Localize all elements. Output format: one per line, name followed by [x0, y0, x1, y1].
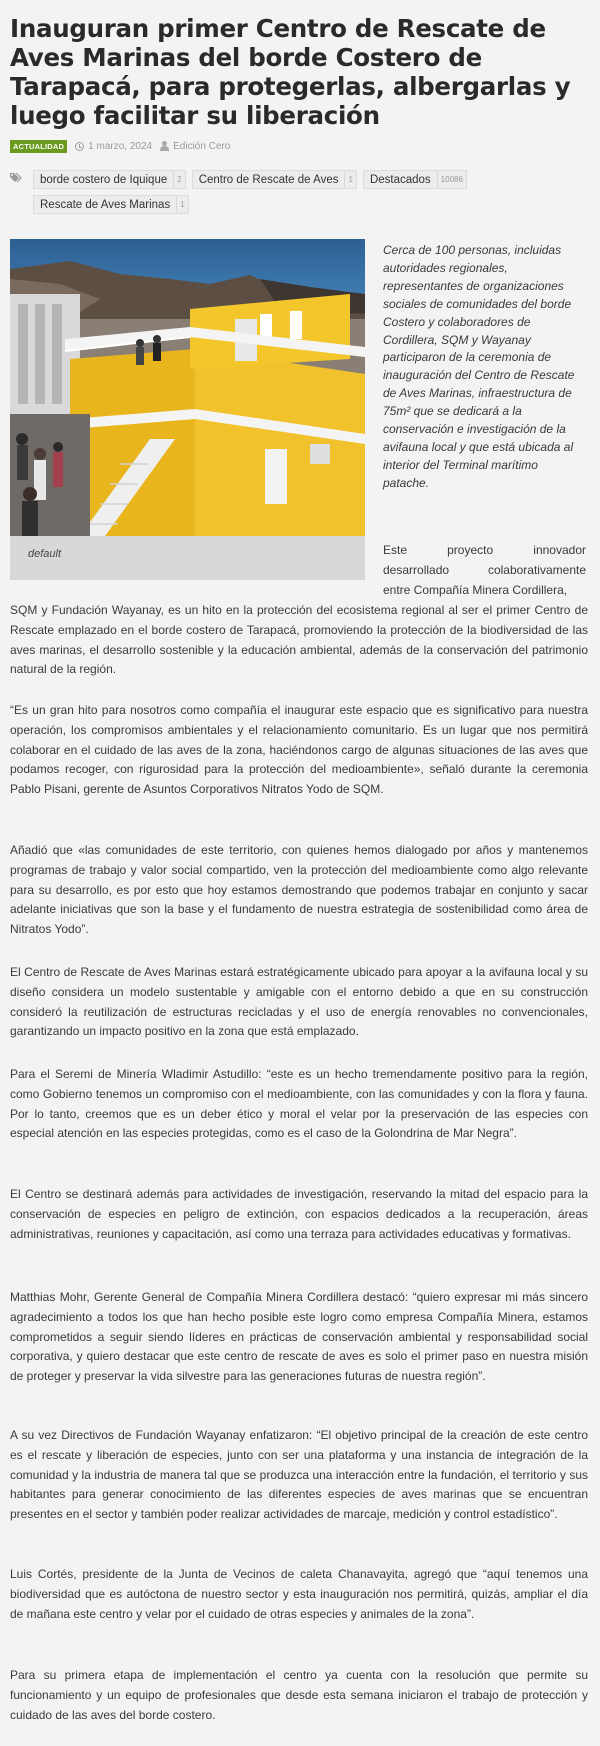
category-badge[interactable]: ACTUALIDAD	[10, 140, 67, 153]
user-icon	[160, 141, 169, 151]
paragraph-line: Este proyecto innovador	[383, 543, 586, 557]
article-lead: Cerca de 100 personas, incluidas autoridades regionales, representantes de organizaciones sociales de comunidades del borde Costero y colaboradores de Cordillera, SQM y Wayanay participaron de la ceremonia de inauguración del Centro de Rescate de Aves Marinas, infraestructura de 75m² que se dedicará a la conservación e investigación de la avifauna local y que está ubicada al interior del Terminal marítimo patache.	[383, 243, 575, 490]
article-figure	[10, 239, 365, 580]
tag-count: 10086	[437, 171, 463, 188]
article-author[interactable]: Edición Cero	[173, 140, 231, 152]
clock-icon	[75, 142, 84, 151]
article-meta	[10, 139, 230, 153]
body-paragraph: El Centro de Rescate de Aves Marinas estará estratégicamente ubicado para apoyar a la avifauna local y su diseño considera un modelo sustentable y amigable con el entorno debido a que en su construcción consideró la reutilización de estructuras recicladas y el uso de energía renovables no convencionales, garantizando un impacto positivo en la zona que está emplazado.	[10, 965, 588, 1039]
figure-caption: default	[28, 548, 62, 560]
tag-item[interactable]	[192, 170, 357, 189]
date-meta	[75, 141, 152, 152]
tag-label: borde costero de Iquique	[40, 173, 168, 186]
body-paragraph: Para el Seremi de Minería Wladimir Astudillo: “este es un hecho tremendamente positivo para la región, como Gobierno tenemos un compromiso con el medioambiente, con las comunidades y con la flora y fauna. Por lo tanto, creemos que es un deber ético y moral el velar por la preservación de las especies con especial atención en las especies protegidas, como es el caso de la Golondrina de Mar Negra”.	[10, 1067, 588, 1141]
body-paragraph: El Centro se destinará además para actividades de investigación, reservando la mitad del espacio para la conservación de especies en peligro de extinción, con espacios dedicados a la recuperación, áreas administrativas, reuniones y capacitación, así como una terraza para actividades educativas y formativas.	[10, 1187, 588, 1241]
tag-list	[33, 170, 503, 214]
tag-label: Destacados	[369, 173, 431, 186]
tag-item[interactable]	[33, 195, 189, 214]
tag-count: 1	[176, 196, 184, 213]
tag-count: 1	[344, 171, 352, 188]
body-paragraph: SQM y Fundación Wayanay, es un hito en la protección del ecosistema regional al ser el primer Centro de Rescate emplazado en el borde costero de Tarapacá, promoviendo la protección de la biodiversidad de las aves marinas, el desarrollo sostenible y la educación ambiental, además de la conservación del patrimonio natural de la región.	[10, 603, 588, 677]
body-paragraph: A su vez Directivos de Fundación Wayanay enfatizaron: “El objetivo principal de la creación de este centro es el rescate y liberación de especies, junto con ser una plataforma y una instancia de integración de la comunidad y la industria de manera tal que se produzca una interacción entre la fundación, el territorio y sus habitantes para generar conocimiento de las diferentes especies de aves marinas que se encuentran presentes en el sector y también poder realizar actividades de marcaje, medición y control estadístico”.	[10, 1428, 588, 1522]
body-paragraph: Matthias Mohr, Gerente General de Compañía Minera Cordillera destacó: “quiero expresar mi más sincero agradecimiento a todos los que han hecho posible este logro como empresa Compañía Minera, estamos comprometidos a seguir siendo líderes en prácticas de conservación ambiental y responsabilidad social corporativa, y quiero destacar que este centro de rescate de aves es solo el primer paso en nuestra misión de proteger y preservar la vida silvestre para las generaciones futuras de nuestra región”.	[10, 1290, 588, 1384]
article-photo	[10, 239, 365, 536]
paragraph-line: entre Compañía Minera Cordillera,	[383, 583, 568, 597]
tag-count: 2	[173, 171, 181, 188]
paragraph-line: desarrollado colaborativamente	[383, 563, 586, 577]
body-paragraph: Luis Cortés, presidente de la Junta de Vecinos de caleta Chanavayita, agregó que “aquí tenemos una biodiversidad que es autóctona de nuestro sector y esta inauguración nos permitirá, quizás, ampliar el día de mañana este centro y velar por el cuidado de otras especies y animales de la zona”.	[10, 1567, 588, 1621]
author-meta	[160, 141, 230, 152]
article-title: Inauguran primer Centro de Rescate de Aves Marinas del borde Costero de Tarapacá, para protegerlas, albergarlas y luego facilitar su liberación	[10, 14, 571, 130]
body-paragraph: Para su primera etapa de implementación el centro ya cuenta con la resolución que permite su funcionamiento y un equipo de profesionales que desde esta semana iniciaron el trabajo de protección y cuidado de las aves del borde costero.	[10, 1668, 588, 1722]
body-paragraph: Añadió que «las comunidades de este territorio, con quienes hemos dialogado por años y mantenemos programas de trabajo y valor social compartido, ven la protección del medioambiente como algo relevante para su desarrollo, es por esto que hoy estamos demostrando que podemos trabajar en conjunto y sacar adelante iniciativas que son la base y el fundamento de nuestra estrategia de sostenibilidad como área de Nitratos Yodo”.	[10, 843, 588, 937]
tag-item[interactable]	[33, 170, 186, 189]
tag-label: Rescate de Aves Marinas	[40, 198, 171, 211]
tag-item[interactable]	[363, 170, 467, 189]
tag-label: Centro de Rescate de Aves	[198, 173, 339, 186]
tags-icon	[10, 172, 24, 184]
article-date: 1 marzo, 2024	[88, 140, 153, 152]
body-paragraph: “Es un gran hito para nosotros como compañía el inaugurar este espacio que es significativo para nuestra operación, los compromisos ambientales y el relacionamiento comunitario. Es un lugar que nos permitirá colaborar en el cuidado de las aves de la zona, haciéndonos cargo de algunas situaciones de las aves que podamos recoger, con rigurosidad para la protección del medioambiente», señaló durante la ceremonia Pablo Pisani, gerente de Asuntos Corporativos Nitratos Yodo de SQM.	[10, 703, 588, 797]
